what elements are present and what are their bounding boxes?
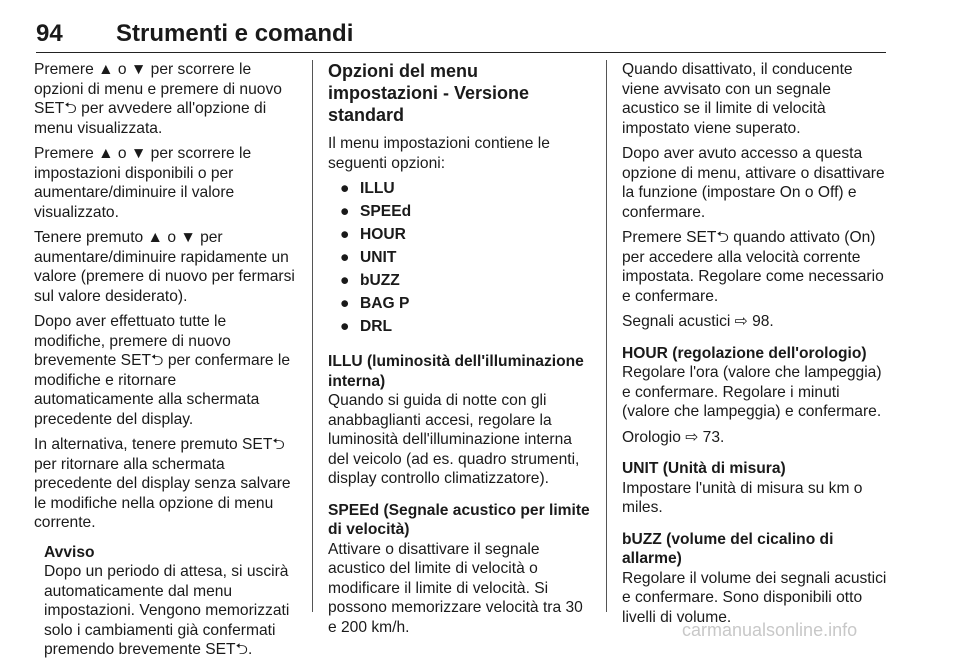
section-heading: Opzioni del menu impostazioni - Versione standard	[328, 61, 530, 125]
paragraph-hold-buttons: Tenere premuto ▲ o ▼ per aumentare/diminuire rapidamente un valore (premere di nuovo per fermarsi sul valore desiderato).	[34, 229, 295, 305]
list-item: ● UNIT	[340, 249, 397, 266]
column-divider-1	[312, 60, 313, 612]
list-item: ● HOUR	[340, 226, 406, 243]
unit-heading: UNIT (Unità di misura)	[622, 460, 786, 477]
page-header	[36, 18, 886, 53]
note-title: Avviso	[44, 543, 95, 561]
note-text: Dopo un periodo di attesa, si uscirà automaticamente dal menu impostazioni. Vengono memorizzati solo i cambiamenti già confermati premendo brevemente SET⮌.	[44, 563, 290, 658]
list-item: ● bUZZ	[340, 272, 400, 289]
list-item: ● BAG P	[340, 295, 410, 312]
page-title: Strumenti e comandi	[116, 20, 354, 47]
buzz-heading: bUZZ (volume del cicalino di allarme)	[622, 530, 834, 567]
reference-clock: Orologio ⇨ 73.	[622, 428, 725, 446]
speed-heading: SPEEd (Segnale acustico per limite di velocità)	[328, 501, 590, 538]
illu-heading: ILLU (luminosità dell'illuminazione interna)	[328, 353, 584, 390]
list-item: ● SPEEd	[340, 203, 412, 220]
column-3	[622, 60, 888, 633]
list-item: ● ILLU	[340, 180, 395, 197]
paragraph-adjust-speed: Premere SET⮌ quando attivato (On) per accedere alla velocità corrente impostata. Regolare come necessario e confermare.	[622, 229, 884, 305]
paragraph-confirm-changes: Dopo aver effettuato tutte le modifiche, premere di nuovo brevemente SET⮌ per confermare le modifiche e ritornare automaticamente alla schermata precedente del display.	[34, 313, 291, 428]
watermark: carmanualsonline.info	[682, 620, 858, 640]
paragraph-activate: Dopo aver avuto accesso a questa opzione di menu, attivare o disattivare la funzione (impostare On o Off) e confermare.	[622, 145, 885, 221]
paragraph-speed-warning: Quando disattivato, il conducente viene avvisato con un segnale acustico se il limite di velocità impostato viene superato.	[622, 61, 853, 137]
hour-text: Regolare l'ora (valore che lampeggia) e confermare. Regolare i minuti (valore che lampeggia) e confermare.	[622, 364, 882, 420]
menu-intro: Il menu impostazioni contiene le seguenti opzioni:	[328, 135, 550, 172]
speed-text: Attivare o disattivare il segnale acustico del limite di velocità o modificare il limite di velocità. Si possono memorizzare velocità tra 30 e 200 km/h.	[328, 540, 583, 636]
page-number: 94	[36, 20, 63, 47]
column-2	[328, 60, 590, 643]
reference-chimes: Segnali acustici ⇨ 98.	[622, 313, 774, 330]
hour-heading: HOUR (regolazione dell'orologio)	[622, 344, 867, 362]
options-list	[328, 179, 590, 340]
column-1	[34, 60, 296, 660]
unit-text: Impostare l'unità di misura su km o miles.	[622, 479, 863, 516]
column-divider-2	[606, 60, 607, 612]
paragraph-scroll-settings: Premere ▲ o ▼ per scorrere le impostazioni disponibili o per aumentare/diminuire il valore visualizzato.	[34, 145, 252, 221]
paragraph-alternative: In alternativa, tenere premuto SET⮌ per ritornare alla schermata precedente del display senza salvare le modifiche nella opzione di menu corrente.	[34, 436, 291, 531]
list-item: ● DRL	[340, 318, 393, 335]
paragraph-scroll-options: Premere ▲ o ▼ per scorrere le opzioni di menu e premere di nuovo SET⮌ per avvedere all'opzione di menu visualizzata.	[34, 61, 282, 137]
buzz-text: Regolare il volume dei segnali acustici e confermare. Sono disponibili otto livelli di volume.	[622, 569, 887, 626]
illu-text: Quando si guida di notte con gli anabbaglianti accesi, regolare la luminosità dell'illuminazione interna del veicolo (ad es. quadro strumenti, display controllo climatizzatore).	[328, 392, 580, 487]
